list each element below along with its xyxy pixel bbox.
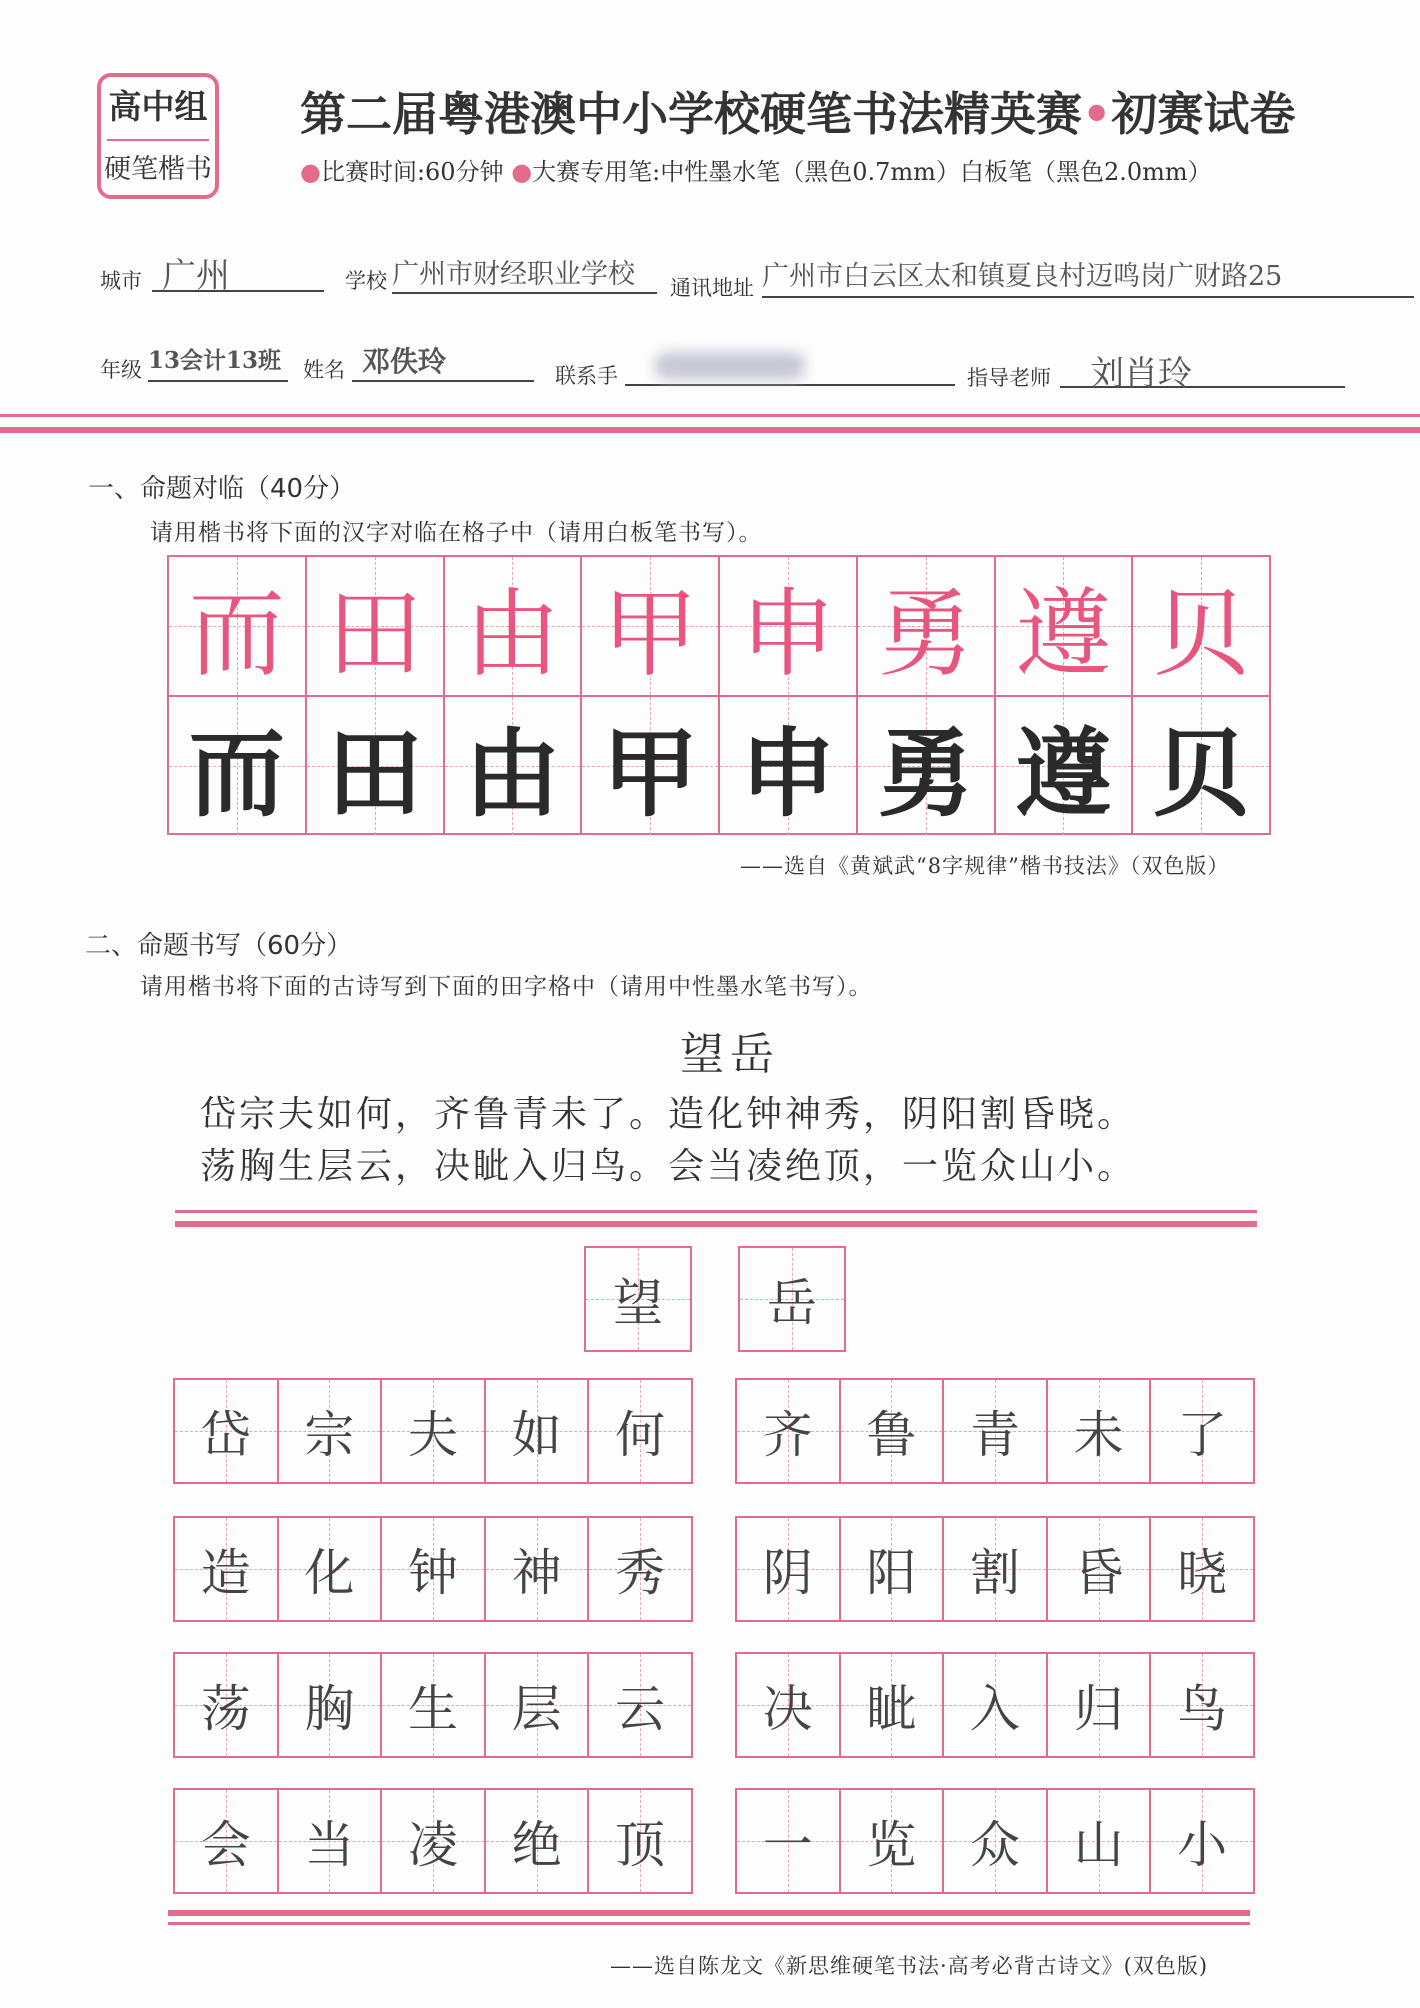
teacher-label: 指导老师: [967, 366, 1051, 390]
badge-category: 硬笔楷书: [104, 154, 212, 185]
badge-group: 高中组: [108, 87, 208, 126]
poem-char-cell: [589, 1654, 691, 1756]
poem-char-cell: [382, 1790, 486, 1892]
poem-char: 眦: [866, 1680, 917, 1738]
poem-divider: [175, 1210, 1257, 1213]
poem-grid-right: [735, 1378, 1255, 1484]
poem-char-cell: [175, 1518, 279, 1620]
poem-char-cell: [589, 1518, 691, 1620]
copied-char: 田: [326, 716, 423, 830]
poem-char: 晓: [1177, 1544, 1228, 1602]
poem-char: 入: [969, 1680, 1020, 1738]
poem-char: 小: [1177, 1816, 1228, 1874]
copy-char-cell: [169, 697, 307, 835]
copy-grid: [167, 555, 1271, 835]
poem-char-cell: [279, 1518, 383, 1620]
poem-char-cell: [486, 1518, 590, 1620]
poem-char: 荡: [200, 1680, 251, 1738]
poem-char: 凌: [407, 1816, 458, 1874]
poem-char: 造: [200, 1544, 251, 1602]
school-label: 学校: [345, 269, 387, 293]
poem-char: 昏: [1073, 1544, 1124, 1602]
copy-char-cell: [445, 697, 583, 835]
copied-char: 贝: [1153, 716, 1250, 830]
model-char: 而: [188, 577, 285, 690]
copy-char-cell: [1133, 697, 1269, 835]
poem-char-cell: [1151, 1380, 1253, 1482]
page-title: 第二届粤港澳中小学校硬笔书法精英赛•初赛试卷: [300, 87, 1296, 141]
poem-grid-left: [173, 1788, 693, 1894]
poem-char: 何: [615, 1406, 666, 1464]
poem-char-cell: [944, 1654, 1048, 1756]
poem-char: 归: [1073, 1680, 1124, 1738]
poem-char-cell: [382, 1380, 486, 1482]
section1-source: ——选自《黄斌武“8字规律”楷书技法》（双色版）: [740, 854, 1230, 878]
poem-char-cell: [589, 1790, 691, 1892]
poem-grid-right: [735, 1788, 1255, 1894]
poem-char-cell: [1048, 1654, 1152, 1756]
model-char-cell: [1133, 557, 1269, 695]
poem-char: 绝: [511, 1816, 562, 1874]
copy-char-cell: [307, 697, 445, 835]
copy-char-cell: [582, 697, 720, 835]
poem-char-cell: [382, 1654, 486, 1756]
poem-title: 望岳: [680, 1029, 780, 1080]
copied-char: 勇: [877, 716, 974, 830]
poem-char: 云: [615, 1680, 666, 1738]
model-char: 甲: [602, 577, 699, 690]
model-char-cell: [169, 557, 307, 695]
poem-char: 阴: [762, 1544, 813, 1602]
poem-char-cell: [279, 1790, 383, 1892]
poem-char: 夫: [407, 1406, 458, 1464]
poem-char: 割: [969, 1544, 1020, 1602]
poem-char-cell: [486, 1380, 590, 1482]
poem-char: 当: [304, 1816, 355, 1874]
model-char-cell: [720, 557, 858, 695]
poem-char: 秀: [615, 1544, 666, 1602]
poem-char: 鲁: [866, 1406, 917, 1464]
copy-char-cell: [720, 697, 858, 835]
city-label: 城市: [100, 269, 142, 293]
model-char: 申: [739, 577, 836, 690]
poem-char-cell: [1151, 1654, 1253, 1756]
poem-char-cell: [944, 1380, 1048, 1482]
model-char: 田: [326, 577, 423, 690]
poem-char-cell: [382, 1518, 486, 1620]
poem-char-cell: [1151, 1518, 1253, 1620]
title-box-2: [738, 1246, 846, 1352]
poem-char: 决: [762, 1680, 813, 1738]
grade-label: 年级: [100, 358, 142, 382]
address-field: 广州市白云区太和镇夏良村迈鸣岗广财路25: [762, 254, 1414, 298]
poem-char-cell: [944, 1790, 1048, 1892]
poem-grid-left: [173, 1516, 693, 1622]
poem-char-cell: [1048, 1380, 1152, 1482]
poem-char: 众: [969, 1816, 1020, 1874]
city-field: 广州: [152, 248, 324, 292]
copied-char: 甲: [602, 716, 699, 830]
poem-char-cell: [1048, 1790, 1152, 1892]
phone-label: 联系手: [555, 364, 618, 388]
poem-char-cell: [486, 1790, 590, 1892]
poem-char: 生: [407, 1680, 458, 1738]
model-char-cell: [858, 557, 996, 695]
poem-char-cell: [175, 1790, 279, 1892]
poem-char: 一: [762, 1816, 813, 1874]
poem-char-cell: [737, 1790, 841, 1892]
poem-char-cell: [175, 1654, 279, 1756]
name-label: 姓名: [303, 358, 345, 382]
contest-time: 比赛时间:60分钟: [320, 158, 504, 186]
copied-char: 遵: [1015, 716, 1112, 830]
poem-char-cell: [841, 1654, 945, 1756]
section2-instruction: 请用楷书将下面的古诗写到下面的田字格中（请用中性墨水笔书写）。: [140, 974, 873, 1000]
poem-char: 了: [1177, 1406, 1228, 1464]
poem-char: 宗: [304, 1406, 355, 1464]
poem-char: 齐: [762, 1406, 813, 1464]
poem-char-cell: [944, 1518, 1048, 1620]
poem-char: 化: [304, 1544, 355, 1602]
title-char: 岳: [767, 1274, 817, 1332]
poem-char-cell: [279, 1380, 383, 1482]
name-field: 邓佚玲: [352, 340, 534, 382]
group-badge: [97, 73, 219, 199]
poem-char-cell: [1151, 1790, 1253, 1892]
copied-char: 而: [188, 716, 285, 830]
section1-instruction: 请用楷书将下面的汉字对临在格子中（请用白板笔书写）。: [150, 520, 763, 546]
poem-char: 阳: [866, 1544, 917, 1602]
poem-char: 会: [200, 1816, 251, 1874]
section1-heading: 一、命题对临（40分）: [88, 474, 356, 504]
poem-char: 钟: [407, 1544, 458, 1602]
teacher-field: 刘肖玲: [1060, 346, 1345, 388]
model-char: 由: [464, 577, 561, 690]
poem-char: 层: [511, 1680, 562, 1738]
poem-char-cell: [1048, 1518, 1152, 1620]
poem-char-cell: [841, 1518, 945, 1620]
header-divider: [0, 414, 1420, 417]
model-char-cell: [445, 557, 583, 695]
address-label: 通讯地址: [670, 276, 754, 300]
title-char: 望: [613, 1274, 663, 1332]
poem-char: 胸: [304, 1680, 355, 1738]
footer-divider: [168, 1910, 1250, 1916]
copied-char: 由: [464, 716, 561, 830]
model-char: 遵: [1015, 577, 1112, 690]
redacted-phone: [655, 352, 805, 380]
poem-char: 未: [1073, 1406, 1124, 1464]
poem-char-cell: [737, 1380, 841, 1482]
model-char-cell: [582, 557, 720, 695]
poem-char: 如: [511, 1406, 562, 1464]
poem-char-cell: [589, 1380, 691, 1482]
poem-char: 顶: [615, 1816, 666, 1874]
poem-grid-left: [173, 1652, 693, 1758]
contest-info: ●比赛时间:60分钟 ●大赛专用笔:中性墨水笔（黑色0.7mm）白板笔（黑色2.0mm）: [300, 158, 1212, 186]
school-field: 广州市财经职业学校: [392, 252, 657, 294]
grade-field: 13会计13班: [148, 342, 288, 382]
poem-char: 山: [1073, 1816, 1124, 1874]
phone-field: [625, 346, 955, 386]
title-box-1: [584, 1246, 692, 1352]
poem-grid-right: [735, 1516, 1255, 1622]
poem-char-cell: [737, 1518, 841, 1620]
poem-char-cell: [737, 1654, 841, 1756]
poem-char: 神: [511, 1544, 562, 1602]
model-char-cell: [307, 557, 445, 695]
section2-source: ——选自陈龙文《新思维硬笔书法·高考必背古诗文》(双色版): [610, 1954, 1209, 1978]
poem-char: 览: [866, 1816, 917, 1874]
poem-char-cell: [175, 1380, 279, 1482]
model-char: 贝: [1153, 577, 1250, 690]
poem-grid-right: [735, 1652, 1255, 1758]
poem-char-cell: [279, 1654, 383, 1756]
poem-line-1: 岱宗夫如何，齐鲁青未了。造化钟神秀，阴阳割昏晓。: [200, 1094, 1137, 1135]
model-char-cell: [996, 557, 1134, 695]
poem-line-2: 荡胸生层云，决眦入归鸟。会当凌绝顶，一览众山小。: [200, 1146, 1137, 1187]
poem-grid-left: [173, 1378, 693, 1484]
poem-char: 岱: [200, 1406, 251, 1464]
poem-char-cell: [841, 1790, 945, 1892]
copy-char-cell: [858, 697, 996, 835]
contest-pens: 大赛专用笔:中性墨水笔（黑色0.7mm）白板笔（黑色2.0mm）: [532, 158, 1212, 186]
poem-char-cell: [841, 1380, 945, 1482]
poem-char: 青: [969, 1406, 1020, 1464]
poem-char: 鸟: [1177, 1680, 1228, 1738]
copy-char-cell: [996, 697, 1134, 835]
section2-heading: 二、命题书写（60分）: [85, 931, 353, 961]
model-char: 勇: [877, 577, 974, 690]
copied-char: 申: [739, 716, 836, 830]
poem-char-cell: [486, 1654, 590, 1756]
